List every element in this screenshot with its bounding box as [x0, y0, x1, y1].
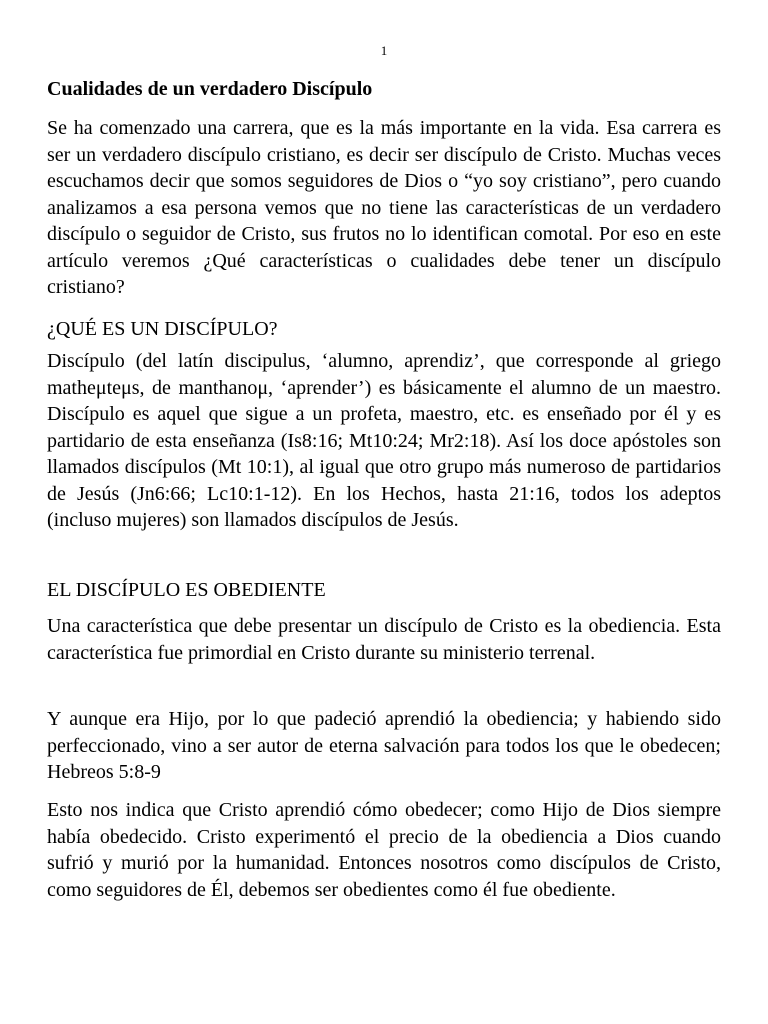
- obedient-paragraph-1: Una característica que debe presentar un discípulo de Cristo es la obediencia. Esta característica fue primordial en Cristo durante su ministerio terrenal.: [47, 615, 721, 664]
- obedient-bible-quote: Y aunque era Hijo, por lo que padeció aprendió la obediencia; y habiendo sido perfeccionado, vino a ser autor de eterna salvación para todos los que le obedecen; Hebreos 5:8-9: [47, 708, 721, 783]
- section-heading-what-is-disciple: ¿QUÉ ES UN DISCÍPULO?: [47, 318, 278, 340]
- obedient-paragraph-2: Esto nos indica que Cristo aprendió cómo obedecer; como Hijo de Dios siempre había obedecido. Cristo experimentó el precio de la obediencia a Dios cuando sufrió y murió por la humanidad. Entonces nosotros como discípulos de Cristo, como seguidores de Él, debemos ser obedientes como él fue obediente.: [47, 799, 721, 901]
- section-heading-obedient: EL DISCÍPULO ES OBEDIENTE: [47, 579, 326, 601]
- page-number: 1: [380, 43, 388, 58]
- document-title: Cualidades de un verdadero Discípulo: [47, 78, 373, 100]
- intro-paragraph: Se ha comenzado una carrera, que es la más importante en la vida. Esa carrera es ser un verdadero discípulo cristiano, es decir ser discípulo de Cristo. Muchas veces escuchamos decir que somos seguidores de Dios o “yo soy cristiano”, pero cuando analizamos a esa persona vemos que no tiene las características de un verdadero discípulo o seguidor de Cristo, sus frutos no lo identifican comotal. Por eso en este artículo veremos ¿Qué características o cualidades debe tener un discípulo cristiano?: [47, 117, 721, 298]
- what-is-disciple-paragraph: Discípulo (del latín discipulus, ‘alumno, aprendiz’, que corresponde al griego matheμteμs, de manthanoμ, ‘aprender’) es básicamente el alumno de un maestro. Discípulo es aquel que sigue a un profeta, maestro, etc. es enseñado por él y es partidario de esta enseñanza (Is8:16; Mt10:24; Mr2:18). Así los doce apóstoles son llamados discípulos (Mt 10:1), al igual que otro grupo más numeroso de partidarios de Jesús (Jn6:66; Lc10:1-12). En los Hechos, hasta 21:16, todos los adeptos (incluso mujeres) son llamados discípulos de Jesús.: [47, 350, 721, 531]
